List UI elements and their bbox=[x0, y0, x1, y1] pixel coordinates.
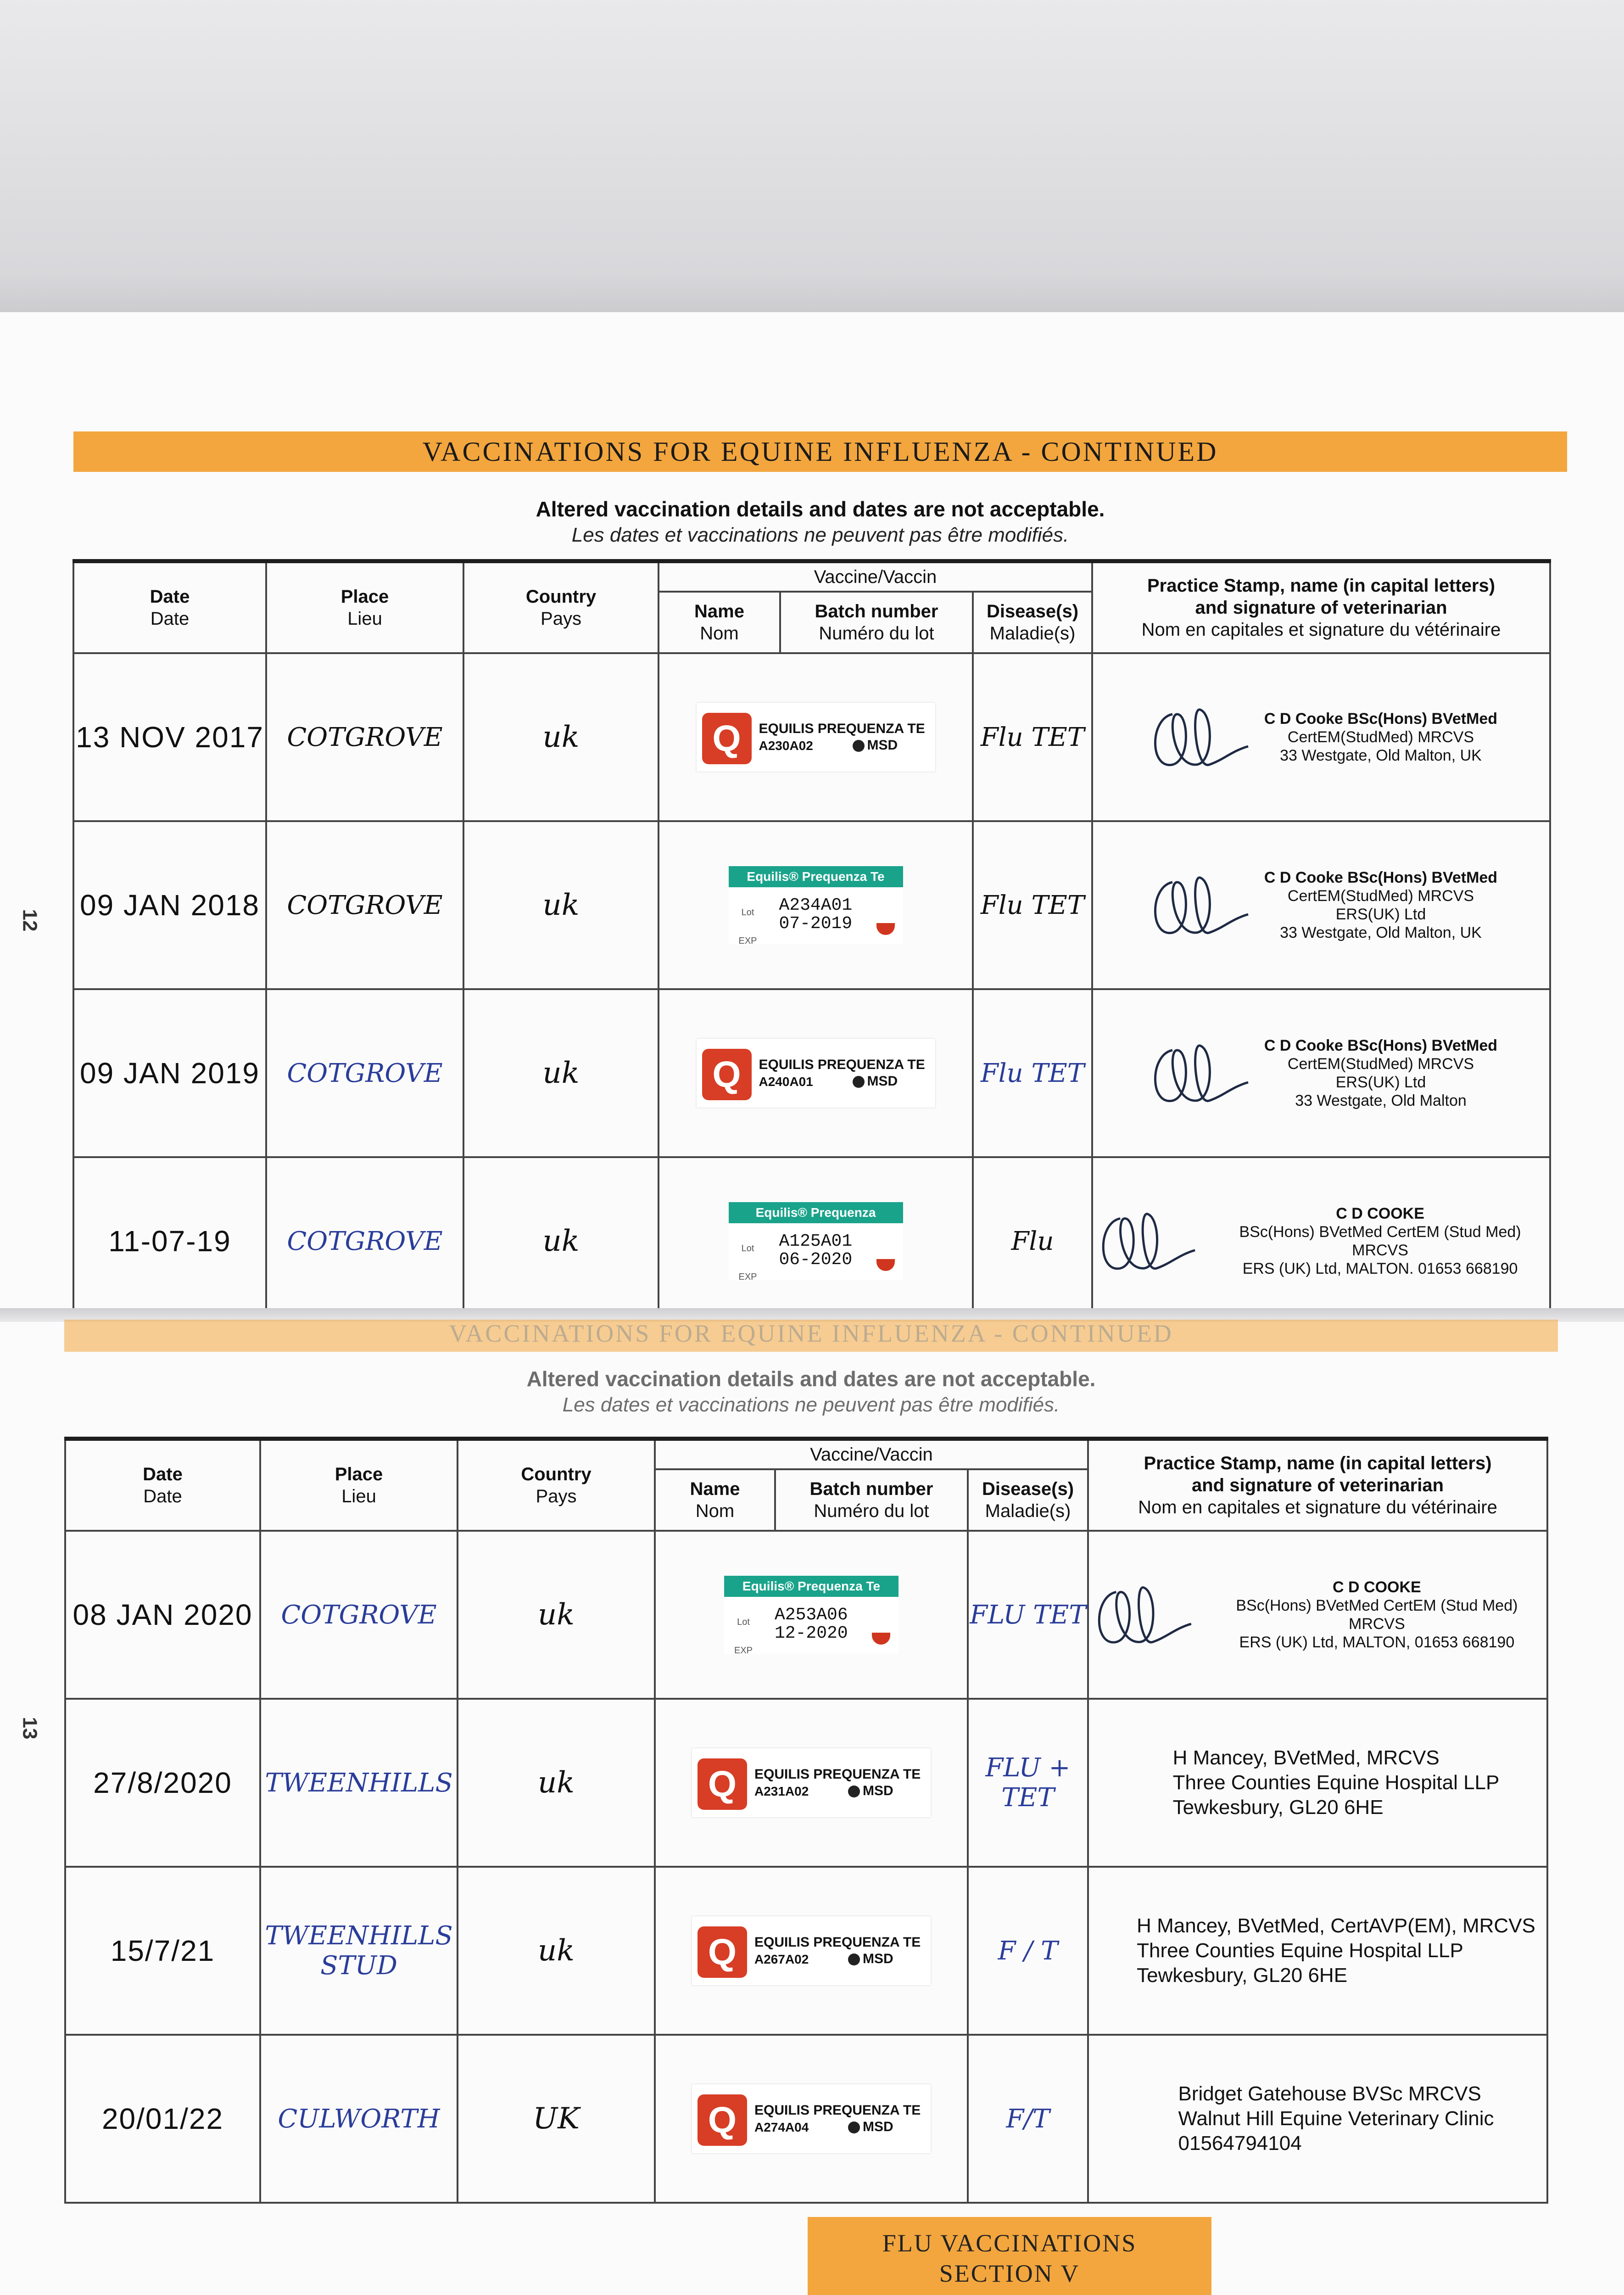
vaccine-sticker bbox=[729, 866, 903, 944]
exp-tag: EXP bbox=[734, 1646, 753, 1656]
vaccination-country: uk bbox=[542, 720, 580, 754]
practice-stamp-cell bbox=[1092, 989, 1550, 1157]
vaccination-place: COTGROVE bbox=[287, 1058, 443, 1088]
header-country: Country Pays bbox=[458, 1439, 655, 1531]
q-logo-icon: Q bbox=[702, 1049, 752, 1100]
country-cell bbox=[463, 821, 659, 989]
vaccine-name: Equilis® Prequenza Te bbox=[724, 1576, 899, 1597]
vaccination-row bbox=[65, 1867, 1547, 2035]
vet-stamp bbox=[1264, 710, 1497, 765]
stamp-line: C D COOKE bbox=[1336, 1205, 1424, 1222]
vaccine-label-cell bbox=[655, 1867, 968, 2035]
header-vaccine-name: Name Nom bbox=[655, 1469, 775, 1531]
disease-text: F/T bbox=[1006, 2104, 1050, 2134]
footer-line-1: FLU VACCINATIONS bbox=[882, 2229, 1137, 2257]
practice-stamp-cell bbox=[1088, 1867, 1547, 2035]
stamp-line: Three Counties Equine Hospital LLP bbox=[1172, 1771, 1500, 1794]
vaccination-country: uk bbox=[542, 888, 580, 922]
place-cell bbox=[266, 821, 463, 989]
msd-text: MSD bbox=[867, 738, 898, 753]
header-practice-stamp: Practice Stamp, name (in capital letters) and signature of veterinarian Nom en capitales et signature du vétérinaire bbox=[1088, 1439, 1547, 1531]
msd-text: MSD bbox=[863, 1951, 893, 1966]
stamp-line: Bridget Gatehouse BVSc MRCVS bbox=[1178, 2082, 1481, 2105]
lot-exp-tags bbox=[739, 898, 757, 955]
vaccine-sticker bbox=[692, 1916, 931, 1985]
vaccination-place: COTGROVE bbox=[287, 1226, 443, 1256]
vaccination-place: CULWORTH bbox=[278, 2104, 440, 2134]
stamp-line: 01564794104 bbox=[1178, 2132, 1302, 2155]
disease-text: Flu TET bbox=[980, 722, 1085, 752]
country-cell bbox=[458, 1867, 655, 2035]
vaccination-date: 09 JAN 2019 bbox=[79, 1057, 260, 1090]
signature-icon bbox=[1145, 696, 1250, 778]
header-disease: Disease(s) Maladie(s) bbox=[968, 1469, 1088, 1531]
vaccination-table-page-12 bbox=[73, 559, 1551, 1326]
vaccination-country: uk bbox=[538, 1934, 575, 1968]
vaccination-place: COTGROVE bbox=[287, 890, 443, 920]
country-cell bbox=[463, 1157, 659, 1325]
disease-text: Flu bbox=[1011, 1226, 1054, 1256]
msd-icon bbox=[853, 740, 865, 752]
vaccination-place: COTGROVE bbox=[281, 1600, 437, 1630]
vaccination-country: uk bbox=[538, 1766, 575, 1800]
country-cell bbox=[463, 989, 659, 1157]
lot-block bbox=[775, 1606, 848, 1643]
msd-text: MSD bbox=[863, 2119, 893, 2134]
vaccination-country: uk bbox=[542, 1056, 580, 1090]
stamp-line: ERS (UK) Ltd, MALTON, 01653 668190 bbox=[1239, 1634, 1515, 1651]
notice-french: Les dates et vaccinations ne peuvent pas être modifiés. bbox=[562, 1394, 1060, 1416]
stamp-line: ERS(UK) Ltd bbox=[1335, 906, 1426, 923]
sticker-tab bbox=[876, 923, 895, 935]
vaccine-name: EQUILIS PREQUENZA TE bbox=[754, 1935, 921, 1950]
vaccine-sticker bbox=[729, 1202, 903, 1280]
vaccine-label-cell bbox=[659, 653, 973, 821]
vaccine-sticker bbox=[724, 1576, 899, 1654]
date-cell bbox=[73, 653, 266, 821]
signature-icon bbox=[1145, 864, 1250, 946]
header-vaccine: Vaccine/Vaccin bbox=[655, 1439, 1088, 1470]
section-footer bbox=[808, 2217, 1211, 2295]
vaccine-sticker bbox=[697, 703, 935, 772]
stamp-wrap bbox=[1093, 1200, 1549, 1282]
sticker-tab bbox=[876, 1259, 895, 1271]
practice-stamp-cell bbox=[1088, 1531, 1547, 1699]
q-logo-icon: Q bbox=[702, 713, 752, 764]
stamp-line: BSc(Hons) BVetMed CertEM (Stud Med) MRCVS bbox=[1239, 1223, 1521, 1259]
signature-icon bbox=[1089, 1573, 1194, 1656]
vaccine-label-cell bbox=[655, 1531, 968, 1699]
signature-icon bbox=[1093, 1200, 1197, 1282]
vet-stamp bbox=[1136, 1746, 1500, 1820]
practice-stamp-cell bbox=[1088, 1699, 1547, 1867]
header-date: Date Date bbox=[73, 561, 266, 654]
vaccination-table-page-13 bbox=[64, 1437, 1548, 2204]
header-date: Date Date bbox=[65, 1439, 260, 1531]
stamp-wrap bbox=[1089, 1914, 1546, 1988]
vaccination-row bbox=[65, 1699, 1547, 1867]
disease-cell bbox=[973, 989, 1092, 1157]
practice-stamp-cell bbox=[1092, 653, 1550, 821]
place-cell bbox=[260, 2035, 458, 2203]
notice-english: Altered vaccination details and dates are not acceptable. bbox=[526, 1367, 1096, 1391]
stamp-line: CertEM(StudMed) MRCVS bbox=[1287, 728, 1474, 746]
msd-icon bbox=[853, 1076, 865, 1088]
practice-stamp-cell bbox=[1088, 2035, 1547, 2203]
stamp-line: C D Cooke BSc(Hons) BVetMed bbox=[1264, 869, 1498, 886]
footer-line-2: SECTION V bbox=[939, 2260, 1080, 2287]
msd-logo bbox=[848, 1783, 893, 1799]
stamp-line: H Mancey, BVetMed, MRCVS bbox=[1172, 1746, 1440, 1769]
msd-logo bbox=[853, 1074, 898, 1089]
lot-tag: Lot bbox=[741, 1243, 754, 1254]
batch-number: A125A01 bbox=[779, 1231, 853, 1251]
batch-number: A234A01 bbox=[779, 896, 853, 915]
batch-number: A274A04 bbox=[754, 2120, 809, 2134]
msd-logo bbox=[848, 1951, 893, 1967]
place-cell bbox=[260, 1867, 458, 2035]
vaccination-date: 09 JAN 2018 bbox=[79, 889, 260, 922]
date-cell bbox=[65, 1699, 260, 1867]
vaccine-name: EQUILIS PREQUENZA TE bbox=[754, 2103, 921, 2118]
msd-logo bbox=[853, 738, 898, 753]
lot-exp-tags bbox=[739, 1234, 757, 1291]
vet-stamp bbox=[1264, 1036, 1497, 1110]
expiry-date: 12-2020 bbox=[775, 1623, 848, 1643]
stamp-line: 33 Westgate, Old Malton, UK bbox=[1280, 924, 1482, 941]
expiry-date: 06-2020 bbox=[779, 1250, 853, 1270]
header-practice-stamp: Practice Stamp, name (in capital letters) and signature of veterinarian Nom en capitales et signature du vétérinaire bbox=[1092, 561, 1550, 654]
alteration-notice bbox=[73, 496, 1567, 548]
notice-french: Les dates et vaccinations ne peuvent pas être modifiés. bbox=[571, 524, 1069, 546]
stamp-line: ERS(UK) Ltd bbox=[1335, 1074, 1426, 1091]
disease-cell bbox=[968, 1531, 1088, 1699]
section-banner: VACCINATIONS FOR EQUINE INFLUENZA - CONTINUED bbox=[73, 431, 1567, 472]
vaccination-country: uk bbox=[542, 1224, 580, 1258]
vaccine-label-cell bbox=[659, 1157, 973, 1325]
vet-stamp bbox=[1264, 868, 1497, 942]
header-country: Country Pays bbox=[463, 561, 659, 654]
vet-stamp bbox=[1100, 1914, 1535, 1988]
stamp-wrap bbox=[1093, 696, 1549, 778]
vaccine-sticker bbox=[697, 1039, 935, 1108]
q-logo-icon: Q bbox=[698, 2094, 747, 2146]
stamp-line: CertEM(StudMed) MRCVS bbox=[1287, 1055, 1474, 1073]
lot-tag: Lot bbox=[737, 1617, 750, 1627]
q-logo-icon: Q bbox=[698, 1926, 747, 1978]
page-number-left: 12 bbox=[18, 909, 41, 932]
msd-icon bbox=[848, 1786, 860, 1797]
disease-cell bbox=[973, 821, 1092, 989]
date-cell bbox=[65, 1531, 260, 1699]
stamp-wrap bbox=[1089, 1746, 1546, 1820]
vet-stamp bbox=[1142, 2082, 1494, 2156]
vaccination-row bbox=[65, 1531, 1547, 1699]
header-vaccine-name: Name Nom bbox=[659, 592, 780, 653]
stamp-line: 33 Westgate, Old Malton bbox=[1295, 1092, 1467, 1109]
batch-number: A231A02 bbox=[754, 1784, 809, 1798]
lot-block bbox=[779, 896, 853, 933]
vaccination-place: COTGROVE bbox=[287, 722, 443, 752]
q-logo-icon: Q bbox=[698, 1758, 747, 1810]
stamp-line: C D COOKE bbox=[1333, 1579, 1421, 1596]
vaccination-row bbox=[73, 1157, 1550, 1325]
page-number-right: 13 bbox=[18, 1717, 41, 1740]
stamp-line: BSc(Hons) BVetMed CertEM (Stud Med) MRCVS bbox=[1236, 1597, 1518, 1633]
vaccination-row bbox=[65, 2035, 1547, 2203]
alteration-notice-faded bbox=[64, 1366, 1558, 1418]
disease-cell bbox=[973, 653, 1092, 821]
date-cell bbox=[73, 1157, 266, 1325]
date-cell bbox=[65, 1867, 260, 2035]
vaccination-date: 27/8/2020 bbox=[93, 1766, 232, 1799]
country-cell bbox=[458, 1531, 655, 1699]
vaccine-label-cell bbox=[659, 821, 973, 989]
vaccine-label-cell bbox=[655, 1699, 968, 1867]
country-cell bbox=[458, 2035, 655, 2203]
vet-stamp bbox=[1207, 1578, 1546, 1651]
header-vaccine: Vaccine/Vaccin bbox=[659, 561, 1092, 592]
vaccine-name: EQUILIS PREQUENZA TE bbox=[759, 721, 925, 736]
stamp-wrap bbox=[1093, 864, 1549, 946]
disease-text: F / T bbox=[998, 1936, 1058, 1966]
vaccination-date: 13 NOV 2017 bbox=[76, 721, 264, 754]
disease-cell bbox=[973, 1157, 1092, 1325]
vaccination-country: uk bbox=[538, 1598, 575, 1632]
vaccination-date: 08 JAN 2020 bbox=[73, 1598, 253, 1631]
place-cell bbox=[266, 653, 463, 821]
msd-text: MSD bbox=[867, 1074, 898, 1089]
place-cell bbox=[260, 1531, 458, 1699]
vet-stamp bbox=[1211, 1204, 1549, 1278]
stamp-wrap bbox=[1093, 1032, 1549, 1114]
country-cell bbox=[458, 1699, 655, 1867]
header-batch-number: Batch number Numéro du lot bbox=[775, 1469, 968, 1531]
msd-text: MSD bbox=[863, 1783, 893, 1798]
vaccination-row bbox=[73, 653, 1550, 821]
expiry-date: 07-2019 bbox=[779, 914, 853, 934]
exp-tag: EXP bbox=[738, 936, 757, 946]
stamp-wrap bbox=[1089, 1573, 1546, 1656]
vaccine-label-cell bbox=[655, 2035, 968, 2203]
date-cell bbox=[73, 821, 266, 989]
exp-tag: EXP bbox=[738, 1272, 757, 1282]
vaccination-country: UK bbox=[533, 2102, 580, 2136]
stamp-line: CertEM(StudMed) MRCVS bbox=[1287, 887, 1474, 905]
batch-number: A267A02 bbox=[754, 1952, 809, 1966]
place-cell bbox=[260, 1699, 458, 1867]
disease-text: Flu TET bbox=[980, 890, 1085, 920]
stamp-line: Walnut Hill Equine Veterinary Clinic bbox=[1178, 2107, 1494, 2130]
vaccine-name: EQUILIS PREQUENZA TE bbox=[754, 1767, 921, 1782]
msd-icon bbox=[848, 1954, 860, 1965]
signature-icon bbox=[1145, 1032, 1250, 1114]
vaccine-sticker bbox=[692, 1748, 931, 1817]
disease-text: Flu TET bbox=[980, 1058, 1085, 1088]
vaccine-name: Equilis® Prequenza Te bbox=[729, 866, 903, 887]
vaccine-name: Equilis® Prequenza bbox=[729, 1202, 903, 1223]
disease-cell bbox=[968, 1867, 1088, 2035]
header-disease: Disease(s) Maladie(s) bbox=[973, 592, 1092, 653]
scan-background bbox=[0, 0, 1624, 321]
lot-block bbox=[779, 1232, 853, 1269]
vaccine-label-cell bbox=[659, 989, 973, 1157]
vaccine-name: EQUILIS PREQUENZA TE bbox=[759, 1057, 925, 1072]
stamp-line: Tewkesbury, GL20 6HE bbox=[1172, 1796, 1384, 1819]
msd-icon bbox=[848, 2121, 860, 2133]
practice-stamp-cell bbox=[1092, 821, 1550, 989]
stamp-line: ERS (UK) Ltd, MALTON. 01653 668190 bbox=[1242, 1260, 1518, 1277]
batch-number: A253A06 bbox=[775, 1605, 848, 1625]
stamp-line: Three Counties Equine Hospital LLP bbox=[1137, 1939, 1463, 1962]
stamp-line: C D Cooke BSc(Hons) BVetMed bbox=[1264, 710, 1498, 728]
vaccination-place: TWEENHILLS bbox=[265, 1768, 453, 1798]
stamp-line: C D Cooke BSc(Hons) BVetMed bbox=[1264, 1037, 1498, 1054]
vaccination-date: 11-07-19 bbox=[108, 1225, 231, 1258]
country-cell bbox=[463, 653, 659, 821]
vaccination-date: 20/01/22 bbox=[101, 2102, 224, 2135]
header-batch-number: Batch number Numéro du lot bbox=[780, 592, 973, 653]
date-cell bbox=[65, 2035, 260, 2203]
vaccination-place: TWEENHILLS STUD bbox=[265, 1921, 453, 1981]
practice-stamp-cell bbox=[1092, 1157, 1550, 1325]
sticker-tab bbox=[872, 1633, 890, 1645]
vaccination-row bbox=[73, 989, 1550, 1157]
date-cell bbox=[73, 989, 266, 1157]
header-place: Place Lieu bbox=[260, 1439, 458, 1531]
vaccination-date: 15/7/21 bbox=[110, 1934, 215, 1967]
disease-text: FLU + TET bbox=[985, 1753, 1071, 1813]
place-cell bbox=[266, 989, 463, 1157]
place-cell bbox=[266, 1157, 463, 1325]
section-banner-faded: VACCINATIONS FOR EQUINE INFLUENZA - CONTINUED bbox=[64, 1320, 1558, 1352]
batch-number: A240A01 bbox=[759, 1075, 813, 1089]
header-place: Place Lieu bbox=[266, 561, 463, 654]
stamp-line: H Mancey, BVetMed, CertAVP(EM), MRCVS bbox=[1137, 1914, 1535, 1937]
stamp-line: Tewkesbury, GL20 6HE bbox=[1137, 1964, 1348, 1987]
stamp-line: 33 Westgate, Old Malton, UK bbox=[1280, 747, 1482, 764]
disease-cell bbox=[968, 2035, 1088, 2203]
lot-exp-tags bbox=[734, 1608, 753, 1665]
msd-logo bbox=[848, 2119, 893, 2135]
stamp-wrap bbox=[1089, 2082, 1546, 2156]
lot-tag: Lot bbox=[741, 907, 754, 918]
vaccination-row bbox=[73, 821, 1550, 989]
disease-cell bbox=[968, 1699, 1088, 1867]
batch-number: A230A02 bbox=[759, 739, 813, 753]
notice-english: Altered vaccination details and dates are not acceptable. bbox=[536, 497, 1105, 521]
disease-text: FLU TET bbox=[970, 1600, 1086, 1630]
vaccine-sticker bbox=[692, 2084, 931, 2153]
